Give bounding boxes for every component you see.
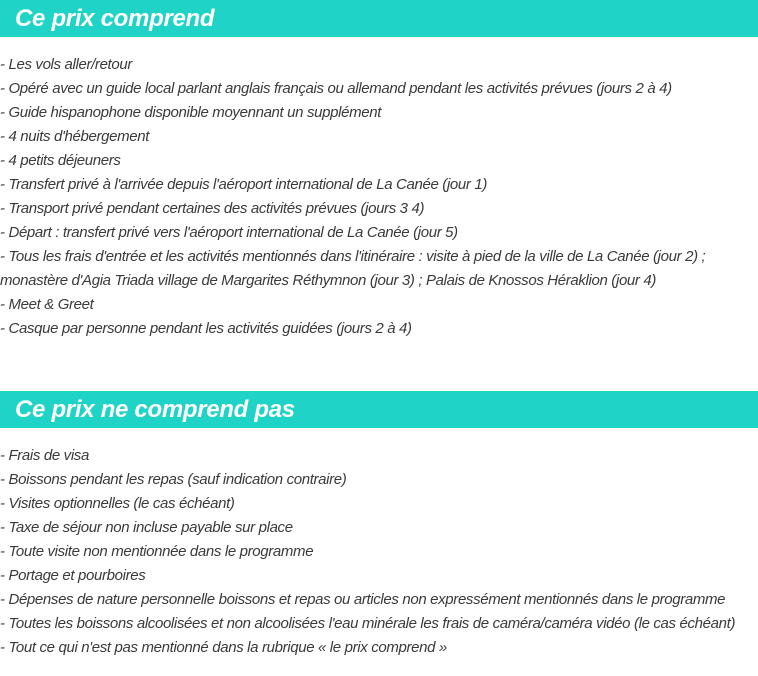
included-item: - Guide hispanophone disponible moyennant un supplément	[0, 104, 382, 121]
excluded-list	[0, 428, 758, 660]
excluded-title: Ce prix ne comprend pas	[15, 396, 295, 423]
excluded-header	[0, 391, 758, 428]
excluded-item: - Toute visite non mentionnée dans le programme	[0, 543, 314, 560]
included-header	[0, 0, 758, 37]
excluded-item: - Visites optionnelles (le cas échéant)	[0, 495, 235, 512]
excluded-item: - Taxe de séjour non incluse payable sur place	[0, 519, 293, 536]
included-item: - Transfert privé à l'arrivée depuis l'aéroport international de La Canée (jour 1)	[0, 176, 488, 193]
included-item: - Tous les frais d'entrée et les activités mentionnés dans l'itinéraire : visite à pied de la ville de La Canée (jour 2) ; monastère d'Agia Triada village de Margarites Réthymnon (jour 3) ; Palais de Knossos Héraklion (jour 4)	[0, 248, 706, 289]
included-item: - Opéré avec un guide local parlant anglais français ou allemand pendant les activités prévues (jours 2 à 4)	[0, 80, 672, 97]
included-item: - Transport privé pendant certaines des activités prévues (jours 3 4)	[0, 200, 425, 217]
included-item: - Départ : transfert privé vers l'aéroport international de La Canée (jour 5)	[0, 224, 458, 241]
excluded-item: - Toutes les boissons alcoolisées et non alcoolisées l'eau minérale les frais de caméra/caméra vidéo (le cas échéant)	[0, 615, 736, 632]
excluded-item: - Boissons pendant les repas (sauf indication contraire)	[0, 471, 347, 488]
excluded-item: - Frais de visa	[0, 447, 89, 464]
included-list	[0, 37, 758, 341]
excluded-item: - Portage et pourboires	[0, 567, 146, 584]
included-item: - 4 petits déjeuners	[0, 152, 121, 169]
included-item: - 4 nuits d'hébergement	[0, 128, 150, 145]
included-item: - Casque par personne pendant les activités guidées (jours 2 à 4)	[0, 320, 412, 337]
excluded-item: - Dépenses de nature personnelle boissons et repas ou articles non expressément mentionnés dans le programme	[0, 591, 726, 608]
included-item: - Les vols aller/retour	[0, 56, 133, 73]
excluded-item: - Tout ce qui n'est pas mentionné dans la rubrique « le prix comprend »	[0, 639, 447, 656]
included-title: Ce prix comprend	[15, 5, 215, 32]
included-item: - Meet & Greet	[0, 296, 94, 313]
excluded-section	[0, 391, 758, 660]
